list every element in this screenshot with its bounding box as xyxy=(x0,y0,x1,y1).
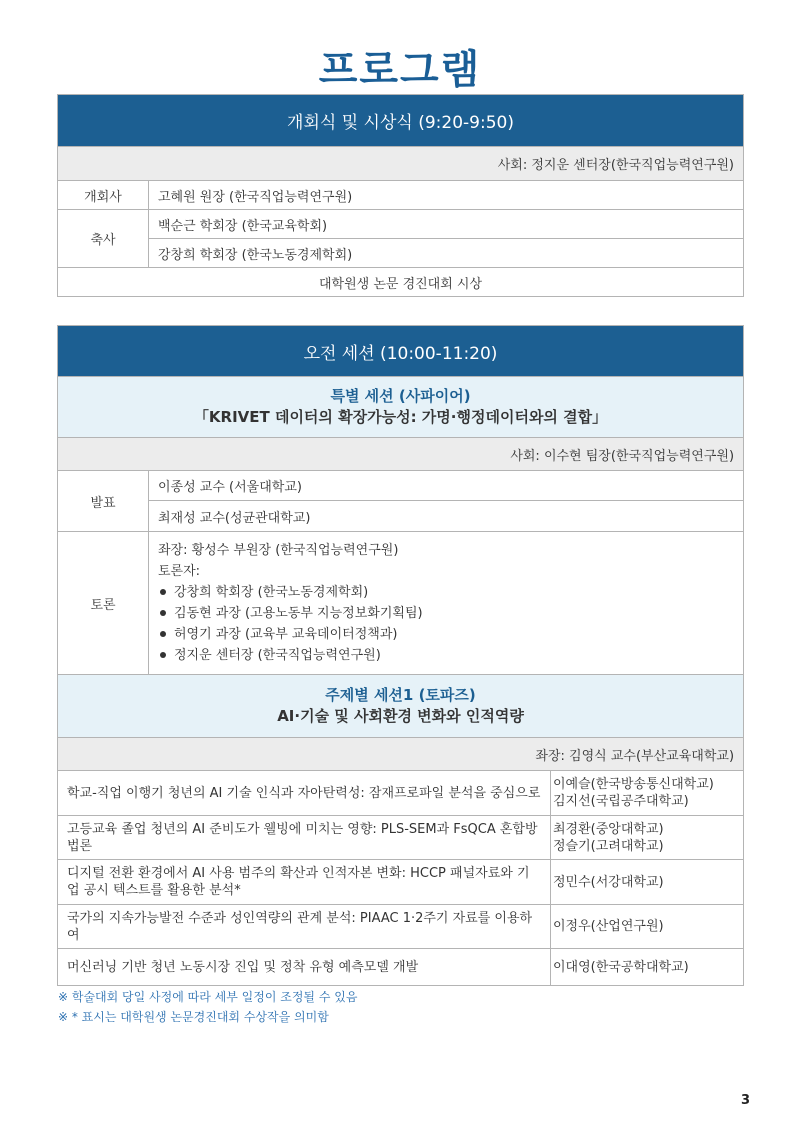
paper-authors: 이예슬(한국방송통신대학교) 김지선(국립공주대학교) xyxy=(551,771,744,816)
bullet-icon xyxy=(160,652,166,658)
special-session-subtitle: 「KRIVET 데이터의 확장가능성: 가명·행정데이터와의 결합」 xyxy=(193,408,608,426)
opening-speech-label: 개회사 xyxy=(58,181,149,210)
congrats-text-2: 강창희 학회장 (한국노동경제학회) xyxy=(149,239,744,268)
discussion-label: 토론 xyxy=(58,532,149,675)
paper-authors: 이대영(한국공학대학교) xyxy=(551,949,744,986)
paper-title: 머신러닝 기반 청년 노동시장 진입 및 정착 유형 예측모델 개발 xyxy=(58,949,551,986)
page-number: 3 xyxy=(740,1093,750,1108)
discussion-content xyxy=(149,532,744,675)
presentation-label: 발표 xyxy=(58,471,149,532)
morning-header-row xyxy=(58,326,744,377)
table-row xyxy=(58,239,744,268)
bullet-icon xyxy=(160,589,166,595)
opening-moderator: 사회: 정지운 센터장(한국직업능력연구원) xyxy=(58,147,744,181)
note-schedule: ※ 학술대회 당일 사정에 따라 세부 일정이 조정될 수 있음 xyxy=(58,990,358,1004)
list-item: 허영기 과장 (교육부 교육데이터정책과) xyxy=(158,624,734,645)
table-row xyxy=(58,860,744,905)
paper-authors: 이정우(산업연구원) xyxy=(551,905,744,949)
paper-title: 디지털 전환 환경에서 AI 사용 범주의 확산과 인적자본 변화: HCCP 패널자료와 기업 공시 텍스트를 활용한 분석* xyxy=(58,860,551,905)
bullet-icon xyxy=(160,631,166,637)
discussion-row xyxy=(58,532,744,675)
award-text: 대학원생 논문 경진대회 시상 xyxy=(58,268,744,297)
table-row xyxy=(58,905,744,949)
paper-title: 학교-직업 이행기 청년의 AI 기술 인식과 자아탄력성: 잠재프로파일 분석을 중심으로 xyxy=(58,771,551,816)
special-moderator: 사회: 이수현 팀장(한국직업능력연구원) xyxy=(58,438,744,471)
topic-session-row xyxy=(58,675,744,738)
congrats-text-1: 백순근 학회장 (한국교육학회) xyxy=(149,210,744,239)
paper-authors: 최경환(중앙대학교) 정슬기(고려대학교) xyxy=(551,816,744,860)
table-row xyxy=(58,471,744,501)
opening-header-row xyxy=(58,95,744,147)
opening-speech-text: 고혜원 원장 (한국직업능력연구원) xyxy=(149,181,744,210)
discussants-label: 토론자: xyxy=(158,564,201,579)
congrats-label: 축사 xyxy=(58,210,149,268)
discussion-chair: 좌장: 황성수 부원장 (한국직업능력연구원) xyxy=(158,543,399,558)
opening-header: 개회식 및 시상식 (9:20-9:50) xyxy=(58,95,744,147)
page-title: 프로그램 xyxy=(318,47,482,93)
table-row xyxy=(58,949,744,986)
table-row xyxy=(58,771,744,816)
special-session-row xyxy=(58,377,744,438)
paper-title: 고등교육 졸업 청년의 AI 준비도가 웰빙에 미치는 영향: PLS-SEM과 FsQCA 혼합방법론 xyxy=(58,816,551,860)
bullet-icon xyxy=(160,610,166,616)
table-row xyxy=(58,816,744,860)
presenter-1: 이종성 교수 (서울대학교) xyxy=(149,471,744,501)
paper-authors: 정민수(서강대학교) xyxy=(551,860,744,905)
topic-chair-row xyxy=(58,738,744,771)
topic-chair: 좌장: 김영식 교수(부산교육대학교) xyxy=(58,738,744,771)
presenter-2: 최재성 교수(성균관대학교) xyxy=(149,501,744,532)
topic-session-subtitle: AI·기술 및 사회환경 변화와 인적역량 xyxy=(277,707,524,725)
award-row xyxy=(58,268,744,297)
list-item: 강창희 학회장 (한국노동경제학회) xyxy=(158,582,734,603)
table-row xyxy=(58,501,744,532)
morning-session-table xyxy=(57,325,744,986)
opening-ceremony-table xyxy=(57,94,744,297)
table-row xyxy=(58,210,744,239)
list-item: 정지운 센터장 (한국직업능력연구원) xyxy=(158,645,734,666)
topic-session-title: 주제별 세션1 (토파즈) xyxy=(325,686,476,704)
note-award-mark: ※ * 표시는 대학원생 논문경진대회 수상작을 의미함 xyxy=(58,1010,329,1024)
morning-header: 오전 세션 (10:00-11:20) xyxy=(58,326,744,377)
list-item: 김동현 과장 (고용노동부 지능정보화기획팀) xyxy=(158,603,734,624)
opening-moderator-row xyxy=(58,147,744,181)
table-row xyxy=(58,181,744,210)
paper-title: 국가의 지속가능발전 수준과 성인역량의 관계 분석: PIAAC 1·2주기 자료를 이용하여 xyxy=(58,905,551,949)
special-moderator-row xyxy=(58,438,744,471)
special-session-title: 특별 세션 (사파이어) xyxy=(330,387,471,405)
